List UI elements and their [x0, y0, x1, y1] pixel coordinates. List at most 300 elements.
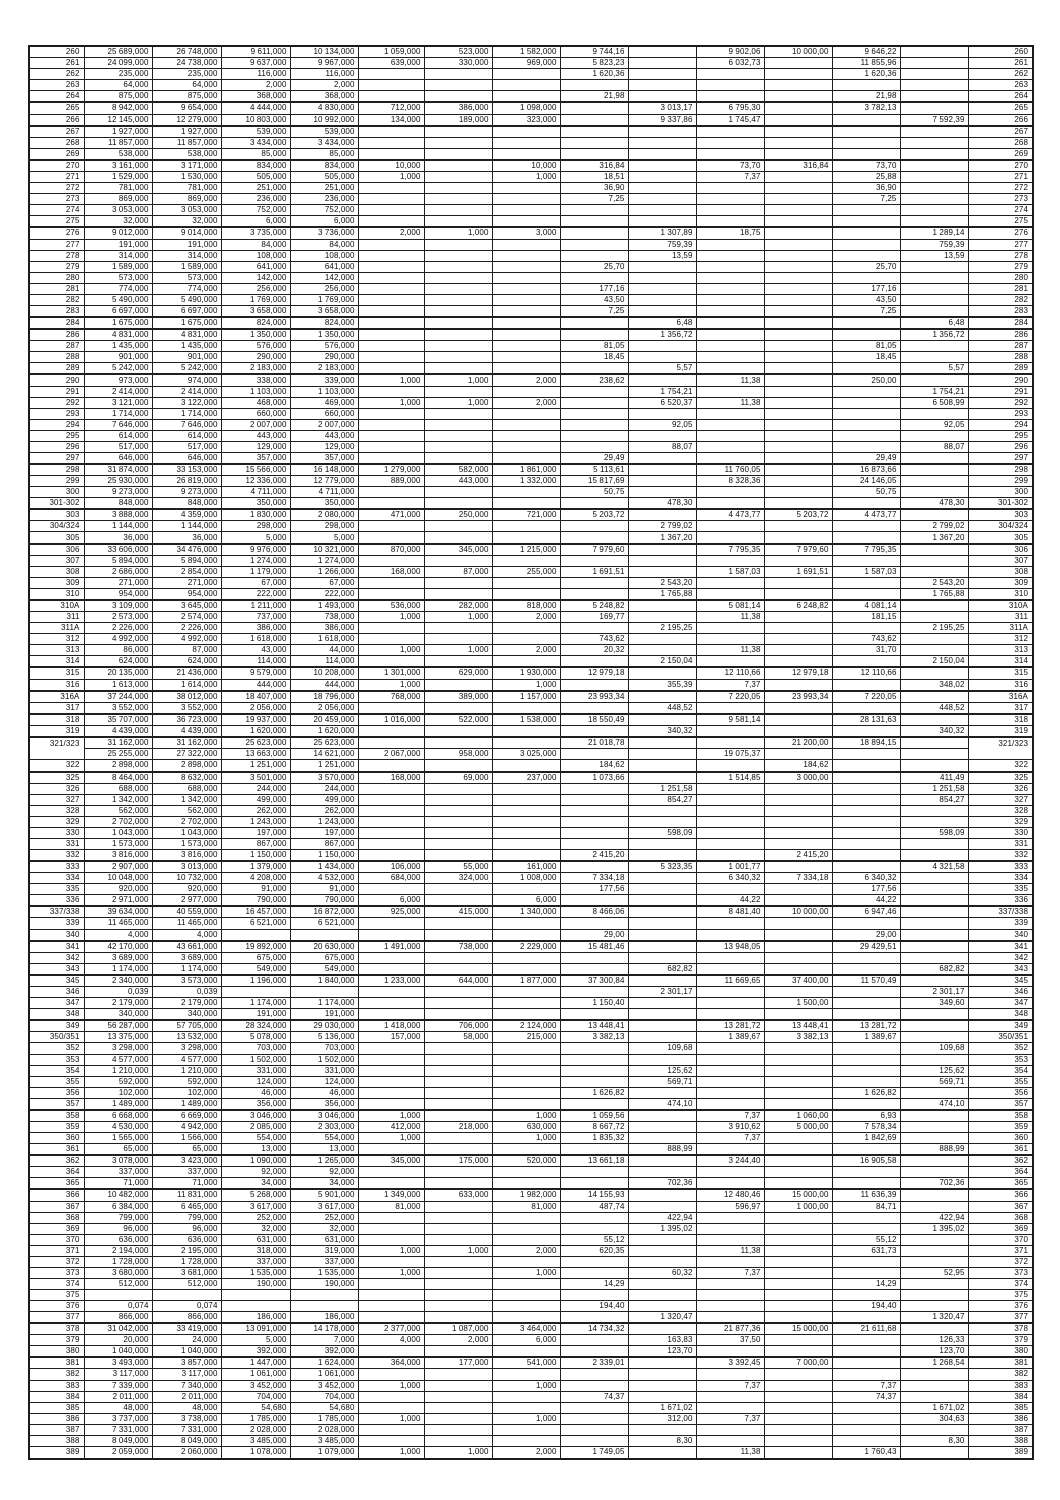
- cell: 84,000: [221, 239, 290, 250]
- cell: [358, 216, 424, 228]
- cell: [560, 895, 628, 907]
- cell: 14,29: [560, 1278, 628, 1289]
- cell: 1 582,000: [492, 46, 560, 58]
- cell: 25,70: [832, 261, 900, 272]
- cell: [900, 1446, 968, 1459]
- cell: 3 000,00: [764, 772, 832, 784]
- cell: 74,37: [832, 1391, 900, 1402]
- row-number-right: 298: [968, 464, 1033, 476]
- cell: [764, 1143, 832, 1155]
- cell: 3 485,000: [221, 1435, 290, 1446]
- cell: 1,000: [358, 612, 424, 623]
- cell: 6 340,32: [832, 873, 900, 884]
- row-number-left: 342: [29, 952, 84, 963]
- cell: 13 448,41: [764, 1020, 832, 1032]
- cell: [560, 441, 628, 452]
- cell: 250,00: [832, 374, 900, 386]
- cell: 15 000,00: [764, 1189, 832, 1201]
- table-row: [29, 80, 1033, 91]
- cell: [424, 634, 492, 645]
- table-row: [29, 1223, 1033, 1234]
- cell: [358, 737, 424, 749]
- cell: 36,90: [832, 183, 900, 194]
- cell: 102,000: [84, 1087, 152, 1098]
- cell: 3 736,000: [290, 227, 358, 239]
- cell: 3 382,13: [764, 1032, 832, 1043]
- cell: [832, 849, 900, 861]
- cell: 3 658,000: [221, 305, 290, 317]
- cell: [560, 386, 628, 397]
- cell: 392,000: [290, 1346, 358, 1358]
- cell: 2,000: [221, 80, 290, 91]
- cell: [764, 1335, 832, 1346]
- cell: [764, 476, 832, 487]
- cell: [358, 91, 424, 103]
- cell: [492, 998, 560, 1009]
- cell: 1 265,000: [290, 1155, 358, 1167]
- row-number-left: 301-302: [29, 498, 84, 510]
- cell: 3 298,000: [84, 1043, 152, 1054]
- row-number-left: 306: [29, 544, 84, 556]
- cell: 92,05: [628, 419, 696, 430]
- cell: 355,39: [628, 679, 696, 691]
- cell: 517,000: [84, 441, 152, 452]
- cell: 752,000: [290, 205, 358, 216]
- cell: 1 618,000: [290, 634, 358, 645]
- cell: [832, 1424, 900, 1435]
- cell: [628, 884, 696, 895]
- cell: [424, 430, 492, 441]
- cell: 1 500,00: [764, 998, 832, 1009]
- row-number-right: 359: [968, 1121, 1033, 1132]
- cell: 1 765,88: [628, 588, 696, 600]
- cell: [900, 760, 968, 772]
- cell: 7 979,60: [560, 544, 628, 556]
- cell: [358, 1402, 424, 1413]
- cell: 703,000: [221, 1043, 290, 1054]
- cell: [764, 1234, 832, 1245]
- cell: 1 691,51: [560, 566, 628, 577]
- cell: 1 830,000: [221, 509, 290, 521]
- row-number-right: 378: [968, 1323, 1033, 1335]
- cell: [628, 294, 696, 305]
- row-number-right: 266: [968, 114, 1033, 126]
- cell: 1 356,72: [900, 329, 968, 341]
- cell: 331,000: [221, 1065, 290, 1076]
- cell: [492, 1212, 560, 1223]
- row-number-right: 311: [968, 612, 1033, 623]
- cell: 422,94: [900, 1212, 968, 1223]
- cell: 1,000: [492, 1267, 560, 1278]
- cell: [628, 873, 696, 884]
- cell: 271,000: [152, 577, 221, 588]
- cell: 348,02: [900, 679, 968, 691]
- cell: 704,000: [290, 1391, 358, 1402]
- table-row: [29, 873, 1033, 884]
- cell: 11 831,000: [152, 1189, 221, 1201]
- cell: [424, 849, 492, 861]
- cell: [424, 1009, 492, 1021]
- table-row: [29, 341, 1033, 352]
- cell: [492, 726, 560, 738]
- table-row: [29, 261, 1033, 272]
- row-number-right: 356: [968, 1087, 1033, 1098]
- cell: 10 134,000: [290, 46, 358, 58]
- cell: [832, 952, 900, 963]
- cell: 633,000: [424, 1189, 492, 1201]
- cell: [358, 1346, 424, 1358]
- row-number-right: 288: [968, 352, 1033, 363]
- cell: 448,52: [628, 702, 696, 714]
- row-number-right: 318: [968, 714, 1033, 726]
- cell: [560, 1346, 628, 1358]
- row-number-left: 362: [29, 1155, 84, 1167]
- cell: [424, 1369, 492, 1380]
- cell: [696, 1212, 764, 1223]
- cell: [764, 430, 832, 441]
- cell: 646,000: [84, 452, 152, 464]
- cell: 168,000: [358, 772, 424, 784]
- cell: [290, 1289, 358, 1300]
- cell: [900, 952, 968, 963]
- cell: [560, 1335, 628, 1346]
- cell: 18,45: [560, 352, 628, 363]
- cell: 177,16: [560, 283, 628, 294]
- cell: [900, 352, 968, 363]
- cell: [424, 352, 492, 363]
- cell: 1 389,67: [696, 1032, 764, 1043]
- cell: [628, 1369, 696, 1380]
- cell: 350,000: [221, 498, 290, 510]
- cell: [832, 1357, 900, 1369]
- cell: 1 059,56: [560, 1110, 628, 1122]
- cell: 6 521,000: [221, 918, 290, 929]
- cell: 629,000: [424, 667, 492, 679]
- cell: 252,000: [221, 1212, 290, 1223]
- table-row: [29, 58, 1033, 69]
- cell: 235,000: [84, 69, 152, 80]
- cell: [696, 1087, 764, 1098]
- row-number-right: 267: [968, 126, 1033, 138]
- cell: 9 744,16: [560, 46, 628, 58]
- row-number-right: 326: [968, 783, 1033, 794]
- cell: [560, 498, 628, 510]
- cell: [832, 441, 900, 452]
- cell: 1 587,03: [832, 566, 900, 577]
- cell: 23 993,34: [764, 691, 832, 703]
- cell: 250,000: [424, 509, 492, 521]
- cell: 13 281,72: [832, 1020, 900, 1032]
- cell: 67,000: [221, 577, 290, 588]
- cell: [358, 250, 424, 261]
- row-number-left: 365: [29, 1178, 84, 1190]
- cell: 34,000: [290, 1178, 358, 1190]
- row-number-left: 304/324: [29, 521, 84, 532]
- cell: 925,000: [358, 906, 424, 918]
- cell: 9 967,000: [290, 58, 358, 69]
- cell: 386,000: [290, 623, 358, 634]
- cell: 614,000: [84, 430, 152, 441]
- cell: 3 735,000: [221, 227, 290, 239]
- cell: [764, 374, 832, 386]
- cell: 3 464,000: [492, 1323, 560, 1335]
- cell: [560, 577, 628, 588]
- cell: [832, 80, 900, 91]
- row-number-left: 293: [29, 408, 84, 419]
- cell: [358, 1087, 424, 1098]
- cell: [696, 805, 764, 816]
- cell: [900, 1189, 968, 1201]
- cell: 191,000: [221, 1009, 290, 1021]
- cell: [492, 148, 560, 160]
- cell: 197,000: [221, 827, 290, 838]
- cell: 13 448,41: [560, 1020, 628, 1032]
- cell: [358, 702, 424, 714]
- cell: [358, 419, 424, 430]
- cell: [424, 487, 492, 498]
- cell: [832, 679, 900, 691]
- cell: [358, 1098, 424, 1110]
- cell: [492, 963, 560, 975]
- cell: 721,000: [492, 509, 560, 521]
- cell: [764, 1212, 832, 1223]
- cell: 1 840,000: [290, 975, 358, 987]
- table-row: [29, 1143, 1033, 1155]
- table-row: [29, 1065, 1033, 1076]
- cell: [492, 634, 560, 645]
- cell: [424, 194, 492, 205]
- cell: 3 681,000: [152, 1267, 221, 1278]
- cell: 1 320,47: [628, 1311, 696, 1323]
- cell: 11,38: [696, 1446, 764, 1459]
- cell: 8 464,000: [84, 772, 152, 784]
- row-number-left: 330: [29, 827, 84, 838]
- cell: 25 623,000: [290, 737, 358, 749]
- row-number-right: 353: [968, 1054, 1033, 1065]
- cell: [832, 386, 900, 397]
- cell: 168,000: [358, 566, 424, 577]
- cell: 3 298,000: [152, 1043, 221, 1054]
- cell: 499,000: [221, 794, 290, 805]
- row-number-right: 301-302: [968, 498, 1033, 510]
- row-number-left: 271: [29, 172, 84, 183]
- table-row: [29, 1267, 1033, 1278]
- cell: 8 632,000: [152, 772, 221, 784]
- cell: [764, 205, 832, 216]
- cell: 84,000: [290, 239, 358, 250]
- cell: [492, 1402, 560, 1413]
- cell: [764, 952, 832, 963]
- cell: 5,57: [628, 363, 696, 375]
- cell: 759,39: [900, 239, 968, 250]
- cell: [628, 805, 696, 816]
- cell: 6,000: [358, 895, 424, 907]
- cell: 411,49: [900, 772, 968, 784]
- cell: 81,05: [832, 341, 900, 352]
- cell: 5 894,000: [152, 555, 221, 566]
- cell: [628, 1357, 696, 1369]
- cell: [900, 1087, 968, 1098]
- cell: 3 046,000: [221, 1110, 290, 1122]
- cell: 444,000: [221, 679, 290, 691]
- table-row: [29, 1212, 1033, 1223]
- cell: 517,000: [152, 441, 221, 452]
- cell: [696, 656, 764, 668]
- row-number-left: 300: [29, 487, 84, 498]
- cell: 3 452,000: [290, 1380, 358, 1391]
- cell: [764, 895, 832, 907]
- cell: [424, 588, 492, 600]
- cell: [628, 374, 696, 386]
- cell: [900, 906, 968, 918]
- cell: [628, 1032, 696, 1043]
- row-number-right: 325: [968, 772, 1033, 784]
- cell: 875,000: [152, 91, 221, 103]
- cell: 1,000: [358, 1446, 424, 1459]
- cell: [560, 532, 628, 544]
- cell: [764, 1300, 832, 1311]
- cell: 36,90: [560, 183, 628, 194]
- cell: 1 754,21: [628, 386, 696, 397]
- cell: [358, 239, 424, 250]
- cell: 357,000: [290, 452, 358, 464]
- cell: 1 785,000: [221, 1413, 290, 1424]
- table-row: [29, 1155, 1033, 1167]
- cell: [492, 918, 560, 929]
- cell: [696, 317, 764, 329]
- cell: 1,000: [358, 1413, 424, 1424]
- cell: [900, 1121, 968, 1132]
- cell: 123,70: [628, 1346, 696, 1358]
- cell: 1 728,000: [152, 1256, 221, 1267]
- cell: [424, 1402, 492, 1413]
- row-number-left: 312: [29, 634, 84, 645]
- cell: 1,000: [358, 172, 424, 183]
- row-number-right: 375: [968, 1289, 1033, 1300]
- cell: [560, 1424, 628, 1435]
- cell: 3 025,000: [492, 749, 560, 760]
- cell: 32,000: [84, 216, 152, 228]
- cell: 630,000: [492, 1121, 560, 1132]
- cell: 1 268,54: [900, 1357, 968, 1369]
- cell: [492, 341, 560, 352]
- cell: [492, 532, 560, 544]
- cell: 16 905,58: [832, 1155, 900, 1167]
- cell: [764, 1076, 832, 1087]
- cell: 1 749,05: [560, 1446, 628, 1459]
- cell: [832, 1267, 900, 1278]
- cell: 3 680,000: [84, 1267, 152, 1278]
- cell: 3 013,17: [628, 102, 696, 114]
- cell: 1 728,000: [84, 1256, 152, 1267]
- cell: [900, 1424, 968, 1435]
- cell: 468,000: [221, 397, 290, 408]
- cell: [628, 305, 696, 317]
- cell: [424, 216, 492, 228]
- cell: 7 979,60: [764, 544, 832, 556]
- cell: 848,000: [84, 498, 152, 510]
- cell: [764, 679, 832, 691]
- cell: 901,000: [84, 352, 152, 363]
- cell: 1 061,000: [290, 1369, 358, 1380]
- cell: [628, 749, 696, 760]
- cell: 11 855,96: [832, 58, 900, 69]
- cell: [764, 1289, 832, 1300]
- row-number-right: 274: [968, 205, 1033, 216]
- cell: 12 979,18: [560, 667, 628, 679]
- cell: 9 637,000: [221, 58, 290, 69]
- cell: 7 000,00: [764, 1357, 832, 1369]
- row-number-left: 280: [29, 272, 84, 283]
- table-row: [29, 1300, 1033, 1311]
- cell: [696, 918, 764, 929]
- row-number-left: 275: [29, 216, 84, 228]
- row-number-right: 368: [968, 1212, 1033, 1223]
- cell: [424, 1065, 492, 1076]
- cell: [424, 91, 492, 103]
- cell: [628, 69, 696, 80]
- cell: 1 174,000: [221, 998, 290, 1009]
- cell: 25 623,000: [221, 737, 290, 749]
- row-number-right: 314: [968, 656, 1033, 668]
- cell: 235,000: [152, 69, 221, 80]
- cell: 920,000: [84, 884, 152, 895]
- cell: 1,000: [424, 1446, 492, 1459]
- cell: 29,49: [832, 452, 900, 464]
- cell: [628, 452, 696, 464]
- cell: 660,000: [290, 408, 358, 419]
- cell: 7 334,18: [560, 873, 628, 884]
- cell: 9 902,06: [696, 46, 764, 58]
- cell: [628, 148, 696, 160]
- cell: [492, 816, 560, 827]
- table-row: [29, 476, 1033, 487]
- cell: [764, 1267, 832, 1278]
- cell: [696, 1300, 764, 1311]
- cell: [424, 329, 492, 341]
- cell: 9 012,000: [84, 227, 152, 239]
- cell: 3 738,000: [152, 1413, 221, 1424]
- row-number-right: 369: [968, 1223, 1033, 1234]
- cell: [696, 760, 764, 772]
- cell: 712,000: [358, 102, 424, 114]
- cell: [696, 1369, 764, 1380]
- cell: 1 493,000: [290, 600, 358, 612]
- cell: [424, 294, 492, 305]
- cell: [492, 498, 560, 510]
- cell: 9 654,000: [152, 102, 221, 114]
- cell: 24 146,05: [832, 476, 900, 487]
- cell: 324,000: [424, 873, 492, 884]
- row-number-left: 369: [29, 1223, 84, 1234]
- cell: 499,000: [290, 794, 358, 805]
- cell: 5 113,61: [560, 464, 628, 476]
- cell: 7,37: [696, 1380, 764, 1391]
- cell: [628, 772, 696, 784]
- cell: [900, 408, 968, 419]
- cell: [696, 849, 764, 861]
- cell: 6 520,37: [628, 397, 696, 408]
- cell: [560, 623, 628, 634]
- cell: 682,82: [628, 963, 696, 975]
- cell: [764, 532, 832, 544]
- cell: [358, 363, 424, 375]
- cell: [900, 172, 968, 183]
- cell: 478,30: [900, 498, 968, 510]
- cell: [358, 294, 424, 305]
- cell: 1 251,000: [290, 760, 358, 772]
- table-row: [29, 408, 1033, 419]
